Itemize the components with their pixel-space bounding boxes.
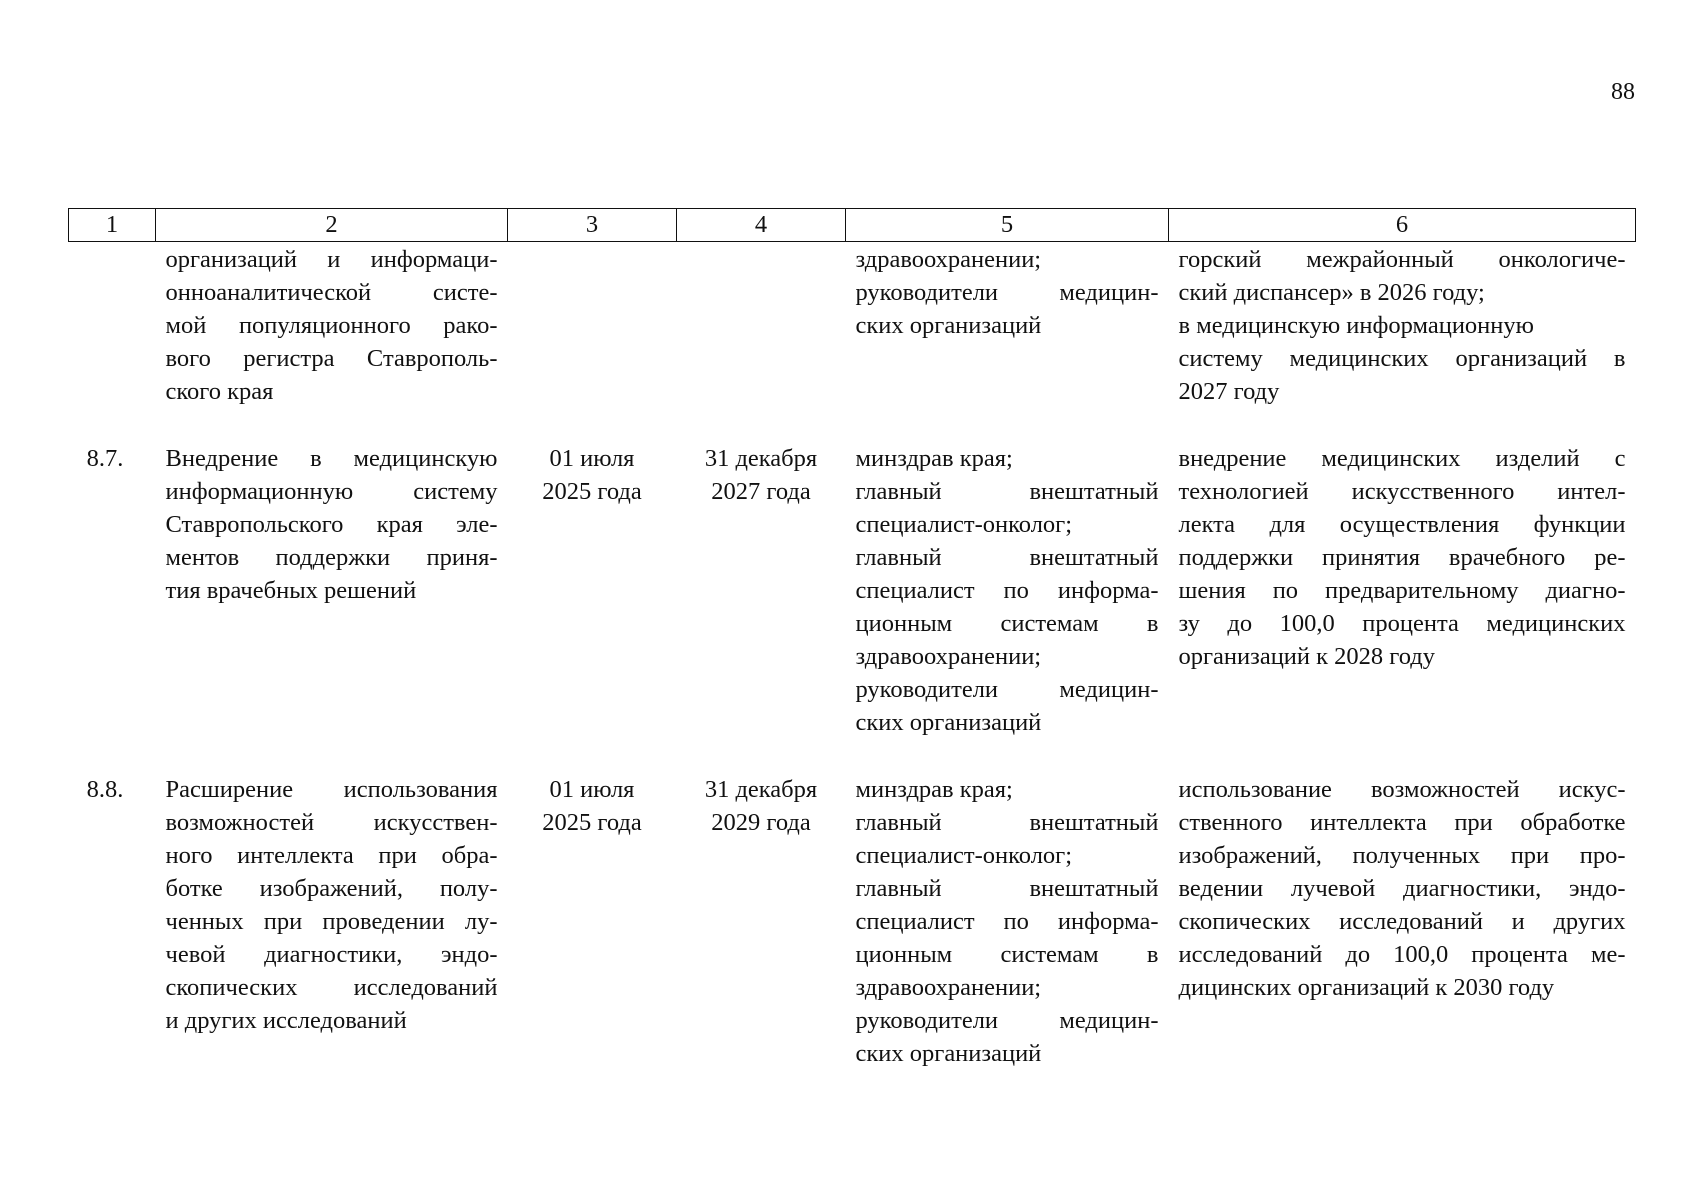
- text-line: Ставропольского края эле-: [165, 511, 498, 538]
- table-header-row: [69, 209, 1636, 242]
- text-line: чевой диагностики, эндо-: [165, 941, 498, 968]
- text-line: специалист-онколог;: [855, 511, 1073, 538]
- text-line: использование возможностей искус-: [1178, 776, 1626, 803]
- text-line: ственного интеллекта при обработке: [1178, 809, 1626, 836]
- text-line: здравоохранении;: [855, 974, 1042, 1001]
- text-line: 2025 года: [542, 478, 642, 505]
- header-col-6: 6: [1169, 209, 1636, 242]
- cell-end: [677, 442, 846, 773]
- text-line: руководители медицин-: [855, 676, 1159, 703]
- cell-result: [1169, 442, 1636, 773]
- table-row-8-7: [69, 442, 1636, 773]
- text-line: 31 декабря: [704, 445, 818, 472]
- text-line: зу до 100,0 процента медицинских: [1178, 610, 1626, 637]
- cell-num: 8.7.: [86, 445, 124, 472]
- text-line: скопических исследований: [165, 974, 498, 1001]
- text-line: ботке изображений, полу-: [165, 875, 498, 902]
- cell-name: [156, 773, 508, 1070]
- text-line: шения по предварительному диагно-: [1178, 577, 1626, 604]
- cell-start: [508, 773, 677, 1070]
- text-line: минздрав края;: [855, 445, 1013, 472]
- text-line: Внедрение в медицинскую: [165, 445, 498, 472]
- text-line: организаций и информаци-: [165, 246, 498, 273]
- text-line: главный внештатный: [855, 875, 1159, 902]
- text-line: исследований до 100,0 процента ме-: [1178, 941, 1626, 968]
- text-line: 2027 году: [1178, 378, 1280, 405]
- text-line: ских организаций: [855, 312, 1042, 339]
- text-line: тия врачебных решений: [165, 577, 417, 604]
- cell-responsible: [846, 442, 1169, 773]
- text-line: 2029 года: [711, 809, 811, 836]
- document-table: [68, 208, 1636, 1070]
- text-line: Расширение использования: [165, 776, 498, 803]
- text-line: 31 декабря: [704, 776, 818, 803]
- text-line: внедрение медицинских изделий с: [1178, 445, 1626, 472]
- cell-responsible: [846, 242, 1169, 443]
- header-col-2: 2: [156, 209, 508, 242]
- text-line: специалист по информа-: [855, 577, 1159, 604]
- text-line: изображений, полученных при про-: [1178, 842, 1626, 869]
- text-line: 2027 года: [711, 478, 811, 505]
- text-line: скопических исследований и других: [1178, 908, 1626, 935]
- cell-result: [1169, 242, 1636, 443]
- text-line: главный внештатный: [855, 544, 1159, 571]
- text-line: лекта для осуществления функции: [1178, 511, 1626, 538]
- text-line: главный внештатный: [855, 478, 1159, 505]
- header-col-5: 5: [846, 209, 1169, 242]
- text-line: минздрав края;: [855, 776, 1013, 803]
- text-line: онноаналитической систе-: [165, 279, 498, 306]
- header-col-3: 3: [508, 209, 677, 242]
- text-line: мой популяционного рако-: [165, 312, 498, 339]
- text-line: организаций к 2028 году: [1178, 643, 1436, 670]
- text-line: систему медицинских организаций в: [1178, 345, 1626, 372]
- header-col-4: 4: [677, 209, 846, 242]
- text-line: ционным системам в: [855, 610, 1159, 637]
- header-col-1: 1: [69, 209, 156, 242]
- cell-end: [677, 242, 846, 443]
- cell-end: [677, 773, 846, 1070]
- text-line: руководители медицин-: [855, 279, 1159, 306]
- text-line: руководители медицин-: [855, 1007, 1159, 1034]
- cell-name: [156, 242, 508, 443]
- cell-num: [69, 242, 156, 443]
- page-number: 88: [1611, 79, 1635, 105]
- text-line: здравоохранении;: [855, 643, 1042, 670]
- text-line: ного интеллекта при обра-: [165, 842, 498, 869]
- cell-num: 8.8.: [86, 776, 124, 803]
- text-line: специалист-онколог;: [855, 842, 1073, 869]
- cell-name: [156, 442, 508, 773]
- text-line: специалист по информа-: [855, 908, 1159, 935]
- cell-result: [1169, 773, 1636, 1070]
- text-line: ментов поддержки приня-: [165, 544, 498, 571]
- text-line: ведении лучевой диагностики, эндо-: [1178, 875, 1626, 902]
- text-line: информационную систему: [165, 478, 498, 505]
- text-line: здравоохранении;: [855, 246, 1042, 273]
- text-line: поддержки принятия врачебного ре-: [1178, 544, 1626, 571]
- table-row-8-8: [69, 773, 1636, 1070]
- text-line: 2025 года: [542, 809, 642, 836]
- text-line: в медицинскую информационную: [1178, 312, 1534, 339]
- cell-start: [508, 242, 677, 443]
- table-row-continuation: [69, 242, 1636, 443]
- text-line: ских организаций: [855, 709, 1042, 736]
- cell-responsible: [846, 773, 1169, 1070]
- text-line: ский диспансер» в 2026 году;: [1178, 279, 1485, 306]
- text-line: 01 июля: [549, 445, 635, 472]
- text-line: ционным системам в: [855, 941, 1159, 968]
- text-line: дицинских организаций к 2030 году: [1178, 974, 1555, 1001]
- text-line: горский межрайонный онкологиче-: [1178, 246, 1626, 273]
- text-line: технологией искусственного интел-: [1178, 478, 1626, 505]
- text-line: ского края: [165, 378, 274, 405]
- text-line: главный внештатный: [855, 809, 1159, 836]
- text-line: ченных при проведении лу-: [165, 908, 498, 935]
- cell-start: [508, 442, 677, 773]
- text-line: и других исследований: [165, 1007, 407, 1034]
- text-line: 01 июля: [549, 776, 635, 803]
- text-line: ских организаций: [855, 1040, 1042, 1067]
- text-line: возможностей искусствен-: [165, 809, 498, 836]
- text-line: вого регистра Ставрополь-: [165, 345, 498, 372]
